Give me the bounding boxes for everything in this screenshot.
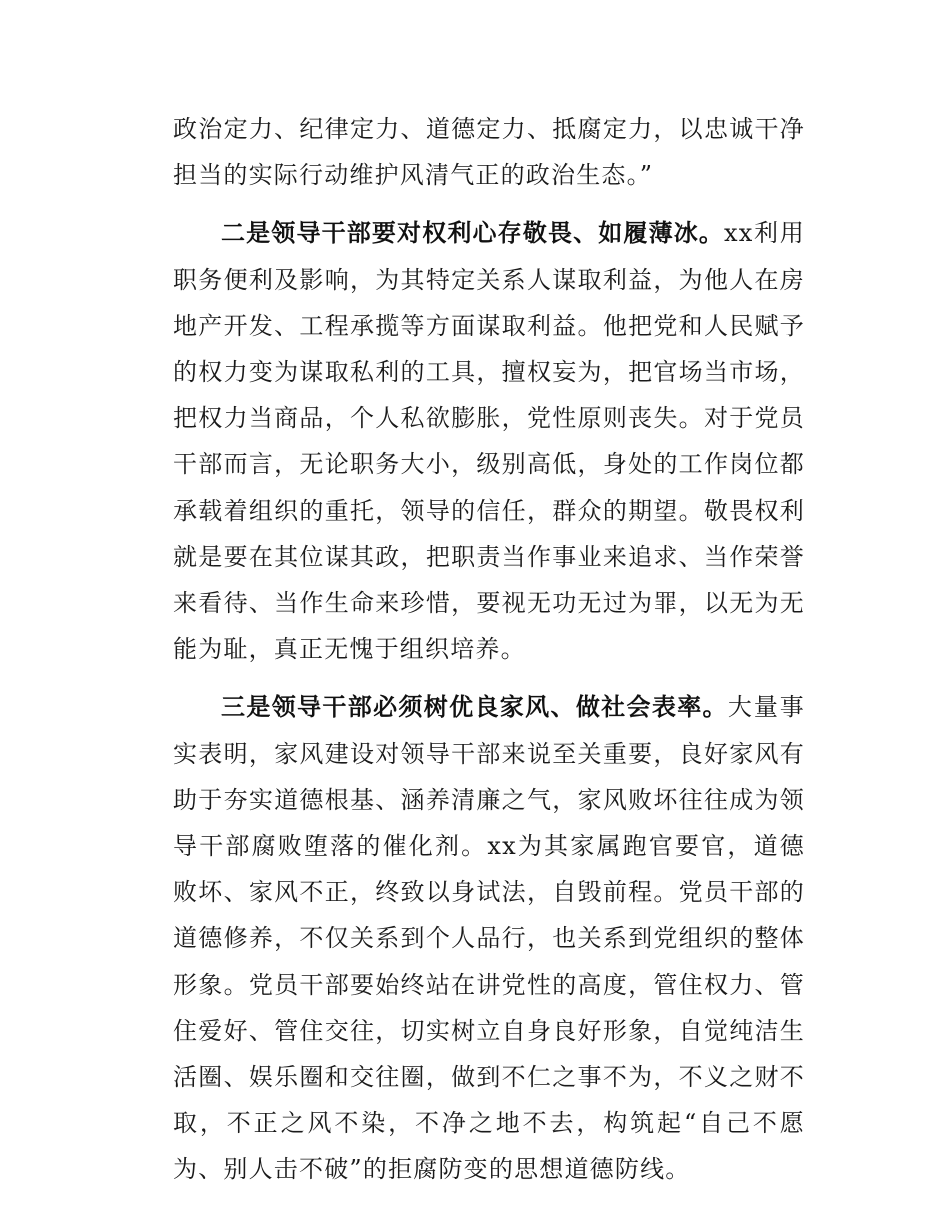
paragraph-1-text: 政治定力、纪律定力、道德定力、抵腐定力，以忠诚干净担当的实际行动维护风清气正的政治生态。” bbox=[173, 115, 805, 190]
paragraph-2-lead: 二是领导干部要对权利心存敬畏、如履薄冰。 bbox=[221, 219, 725, 248]
paragraph-3 bbox=[173, 684, 805, 1192]
paragraph-2 bbox=[173, 210, 805, 672]
paragraph-1 bbox=[173, 106, 805, 198]
paragraph-3-text: 大量事实表明，家风建设对领导干部来说至关重要，良好家风有助于夯实道德根基、涵养清廉之气，家风败坏往往成为领导干部腐败堕落的催化剂。xx为其家属跑官要官，道德败坏、家风不正，终致以身试法，自毁前程。党员干部的道德修养，不仅关系到个人品行，也关系到党组织的整体形象。党员干部要始终站在讲党性的高度，管住权力、管住爱好、管住交往，切实树立自身良好形象，自觉纯洁生活圈、娱乐圈和交往圈，做到不仁之事不为，不义之财不取，不正之风不染，不净之地不去，构筑起“自己不愿为、别人击不破”的拒腐防变的思想道德防线。 bbox=[173, 693, 805, 1184]
document-body bbox=[173, 106, 805, 1193]
paragraph-3-lead: 三是领导干部必须树优良家风、做社会表率。 bbox=[221, 693, 728, 722]
paragraph-2-text: xx利用职务便利及影响，为其特定关系人谋取利益，为他人在房地产开发、工程承揽等方面谋取利益。他把党和人民赋予的权力变为谋取私利的工具，擅权妄为，把官场当市场，把权力当商品，个人私欲膨胀，党性原则丧失。对于党员干部而言，无论职务大小，级别高低，身处的工作岗位都承载着组织的重托，领导的信任，群众的期望。敬畏权利就是要在其位谋其政，把职责当作事业来追求、当作荣誉来看待、当作生命来珍惜，要视无功无过为罪，以无为无能为耻，真正无愧于组织培养。 bbox=[173, 219, 806, 664]
